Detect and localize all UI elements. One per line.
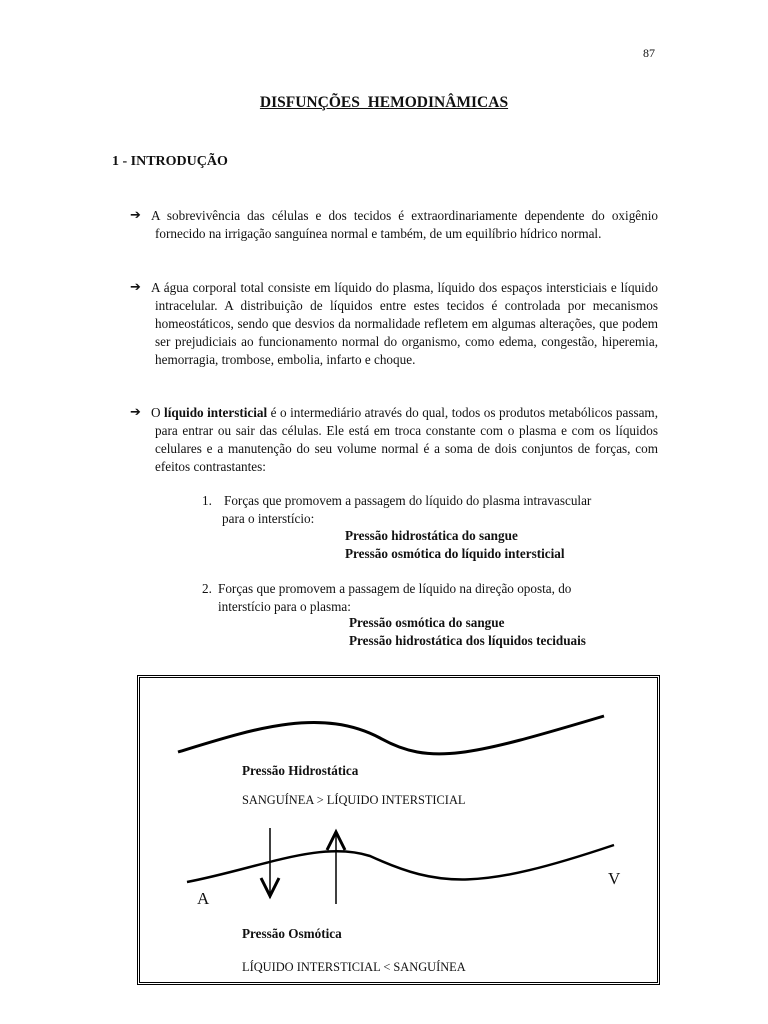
page-number: 87: [643, 46, 655, 60]
bullet-text: A sobrevivência das células e dos tecidos é extraordinariamente dependente do oxigênio fornecido na irrigação sanguínea normal e também, de um equilíbrio hídrico normal.: [151, 208, 658, 241]
top-vessel-wall: [178, 716, 604, 754]
page-title: DISFUNÇÕES HEMODINÂMICAS: [259, 94, 509, 111]
osmotic-relation: LÍQUIDO INTERSTICIAL < SANGUÍNEA: [242, 960, 466, 974]
hydrostatic-relation: SANGUÍNEA > LÍQUIDO INTERSTICIAL: [242, 793, 466, 807]
diagram-drawing: [140, 678, 657, 982]
arrow-icon: ➔: [130, 280, 141, 295]
force-pressure: Pressão hidrostática dos líquidos teciduais: [349, 633, 586, 648]
arrow-icon: ➔: [130, 405, 141, 420]
force-pressure: Pressão osmótica do sangue: [349, 615, 505, 630]
force-text-line1: Forças que promovem a passagem do líquido do plasma intravascular: [224, 493, 592, 508]
force-pressure: Pressão osmótica do líquido intersticial: [345, 546, 565, 561]
force-text-line2: interstício para o plasma:: [218, 599, 351, 614]
bullet-item: [130, 207, 658, 243]
venous-end-label: V: [608, 869, 621, 888]
bottom-vessel-wall: [187, 845, 614, 882]
force-text-line1: Forças que promovem a passagem de líquido na direção oposta, do: [218, 581, 572, 596]
osmotic-pressure-title: Pressão Osmótica: [242, 926, 342, 941]
term-liquido-intersticial: líquido intersticial: [164, 405, 268, 420]
arterial-end-label: A: [197, 889, 210, 908]
bullet-item: [130, 279, 658, 369]
force-text-line2: para o interstício:: [222, 511, 315, 526]
force-item: [202, 580, 658, 616]
force-item: [202, 492, 658, 528]
bullet-text: [151, 404, 658, 476]
arrow-icon: ➔: [130, 208, 141, 223]
section-heading: 1 - INTRODUÇÃO: [112, 154, 228, 169]
force-number: 2.: [202, 581, 212, 596]
capillary-diagram: [137, 675, 660, 985]
bullet-rest: é o intermediário através do qual, todos os produtos metabólicos passam, para entrar ou sair das células. Ele está em troca constante com o plasma e com os líquidos celulares e a manutenção do seu volume normal é a soma de dois conjuntos de forças, com efeitos contrastantes:: [155, 405, 658, 474]
bullet-prefix: O: [151, 405, 165, 420]
hydrostatic-pressure-title: Pressão Hidrostática: [242, 763, 359, 778]
bullet-text: A água corporal total consiste em líquido do plasma, líquido dos espaços intersticiais e líquido intracelular. A distribuição de líquidos entre estes tecidos é controlada por mecanismos homeostáticos, sendo que desvios da normalidade refletem em algumas alterações, que podem ser prejudiciais ao funcionamento normal do organismo, como edema, congestão, hiperemia, hemorragia, trombose, embolia, infarto e choque.: [151, 280, 658, 367]
force-pressure: Pressão hidrostática do sangue: [345, 528, 518, 543]
bullet-item: [130, 404, 658, 476]
force-number: 1.: [202, 493, 212, 508]
